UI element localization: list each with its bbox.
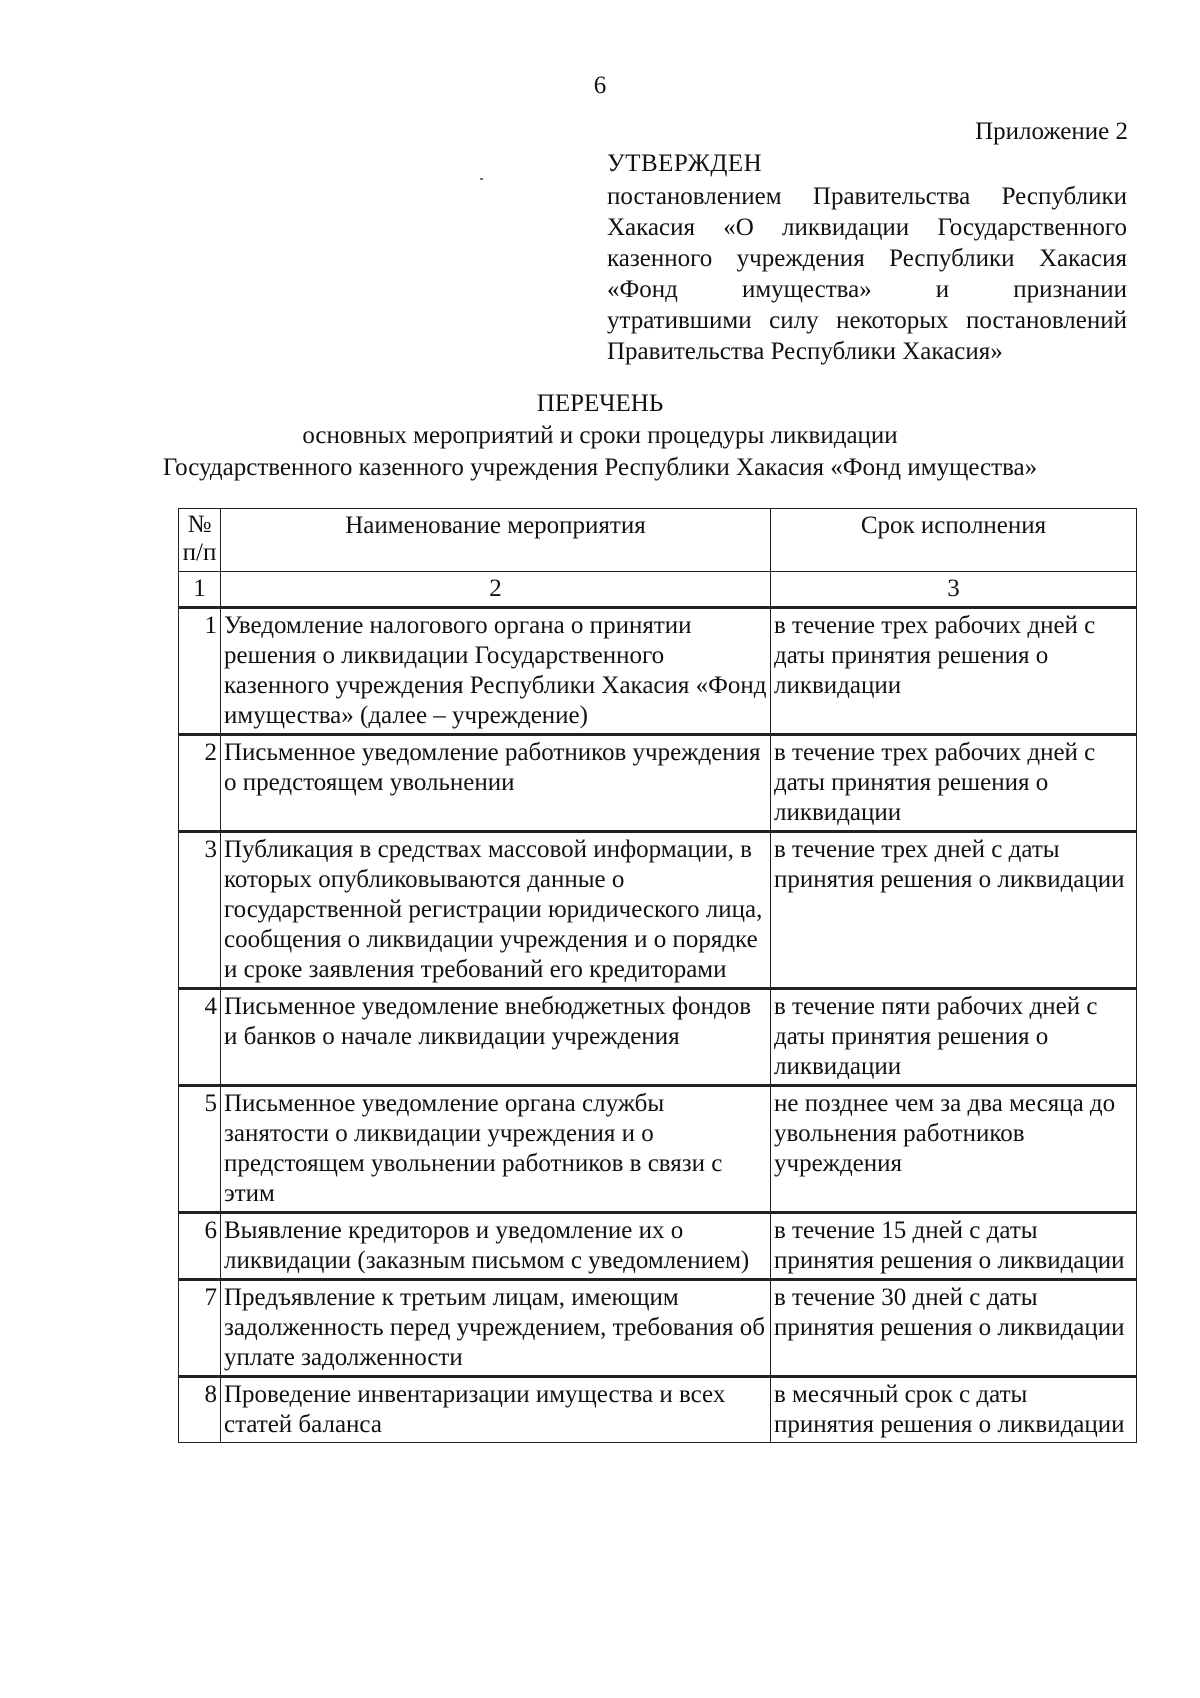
table-row <box>179 1086 1137 1213</box>
table-row <box>179 1213 1137 1280</box>
row-term: в течение трех рабочих дней с даты принятия решения о ликвидации <box>771 735 1137 832</box>
title-line-1: основных мероприятий и сроки процедуры ликвидации <box>302 422 898 449</box>
appendix-label: Приложение 2 <box>975 118 1128 145</box>
row-name: Письменное уведомление внебюджетных фондов и банков о начале ликвидации учреждения <box>221 989 771 1086</box>
title-line-2: Государственного казенного учреждения Республики Хакасия «Фонд имущества» <box>162 454 1038 481</box>
header-name: Наименование мероприятия <box>221 509 771 572</box>
approval-decree <box>607 181 1127 367</box>
row-term: в течение 30 дней с даты принятия решения о ликвидации <box>771 1280 1137 1377</box>
column-index-row <box>179 572 1137 608</box>
scan-mark <box>480 178 483 180</box>
measures-table <box>178 508 1137 1443</box>
row-name: Письменное уведомление работников учреждения о предстоящем увольнении <box>221 735 771 832</box>
row-number: 6 <box>179 1213 221 1280</box>
table-row <box>179 832 1137 989</box>
title-heading: ПЕРЕЧЕНЬ <box>536 390 664 417</box>
table-row <box>179 1280 1137 1377</box>
row-term: в течение 15 дней с даты принятия решения о ликвидации <box>771 1213 1137 1280</box>
row-name: Письменное уведомление органа службы занятости о ликвидации учреждения и о предстоящем увольнении работников в связи с этим <box>221 1086 771 1213</box>
decree-line: постановлением Правительства Республики <box>607 183 1127 210</box>
table-row <box>179 989 1137 1086</box>
decree-line: «Фонд имущества» и признании <box>607 276 1127 303</box>
row-name: Проведение инвентаризации имущества и всех статей баланса <box>221 1377 771 1443</box>
header-number: № п/п <box>179 509 221 572</box>
row-number: 5 <box>179 1086 221 1213</box>
approval-status: УТВЕРЖДЕН <box>607 150 763 177</box>
row-number: 7 <box>179 1280 221 1377</box>
row-number: 1 <box>179 608 221 735</box>
decree-line: казенного учреждения Республики Хакасия <box>607 245 1127 272</box>
column-index: 3 <box>771 572 1137 608</box>
column-index: 2 <box>221 572 771 608</box>
table-row <box>179 608 1137 735</box>
row-number: 3 <box>179 832 221 989</box>
document-title <box>0 388 1200 484</box>
column-index: 1 <box>179 572 221 608</box>
table-row <box>179 1377 1137 1443</box>
row-number: 4 <box>179 989 221 1086</box>
row-name: Предъявление к третьим лицам, имеющим задолженность перед учреждением, требования об уплате задолженности <box>221 1280 771 1377</box>
page-number: 6 <box>593 72 607 99</box>
row-term: в течение трех дней с даты принятия решения о ликвидации <box>771 832 1137 989</box>
table-header-row <box>179 509 1137 572</box>
decree-line: утратившими силу некоторых постановлений <box>607 307 1127 334</box>
decree-line: Правительства Республики Хакасия» <box>607 338 1003 365</box>
row-term: в месячный срок с даты принятия решения о ликвидации <box>771 1377 1137 1443</box>
decree-line: Хакасия «О ликвидации Государственного <box>607 214 1127 241</box>
row-name: Публикация в средствах массовой информации, в которых опубликовываются данные о государственной регистрации юридического лица, сообщения о ликвидации учреждения и о порядке и сроке заявления требований его кредиторами <box>221 832 771 989</box>
approval-block <box>607 148 1127 367</box>
row-term: в течение трех рабочих дней с даты принятия решения о ликвидации <box>771 608 1137 735</box>
header-term: Срок исполнения <box>771 509 1137 572</box>
row-number: 8 <box>179 1377 221 1443</box>
row-number: 2 <box>179 735 221 832</box>
row-name: Выявление кредиторов и уведомление их о ликвидации (заказным письмом с уведомлением) <box>221 1213 771 1280</box>
row-term: не позднее чем за два месяца до увольнения работников учреждения <box>771 1086 1137 1213</box>
table-row <box>179 735 1137 832</box>
row-name: Уведомление налогового органа о принятии решения о ликвидации Государственного казенного учреждения Республики Хакасия «Фонд имущества» (далее – учреждение) <box>221 608 771 735</box>
row-term: в течение пяти рабочих дней с даты принятия решения о ликвидации <box>771 989 1137 1086</box>
